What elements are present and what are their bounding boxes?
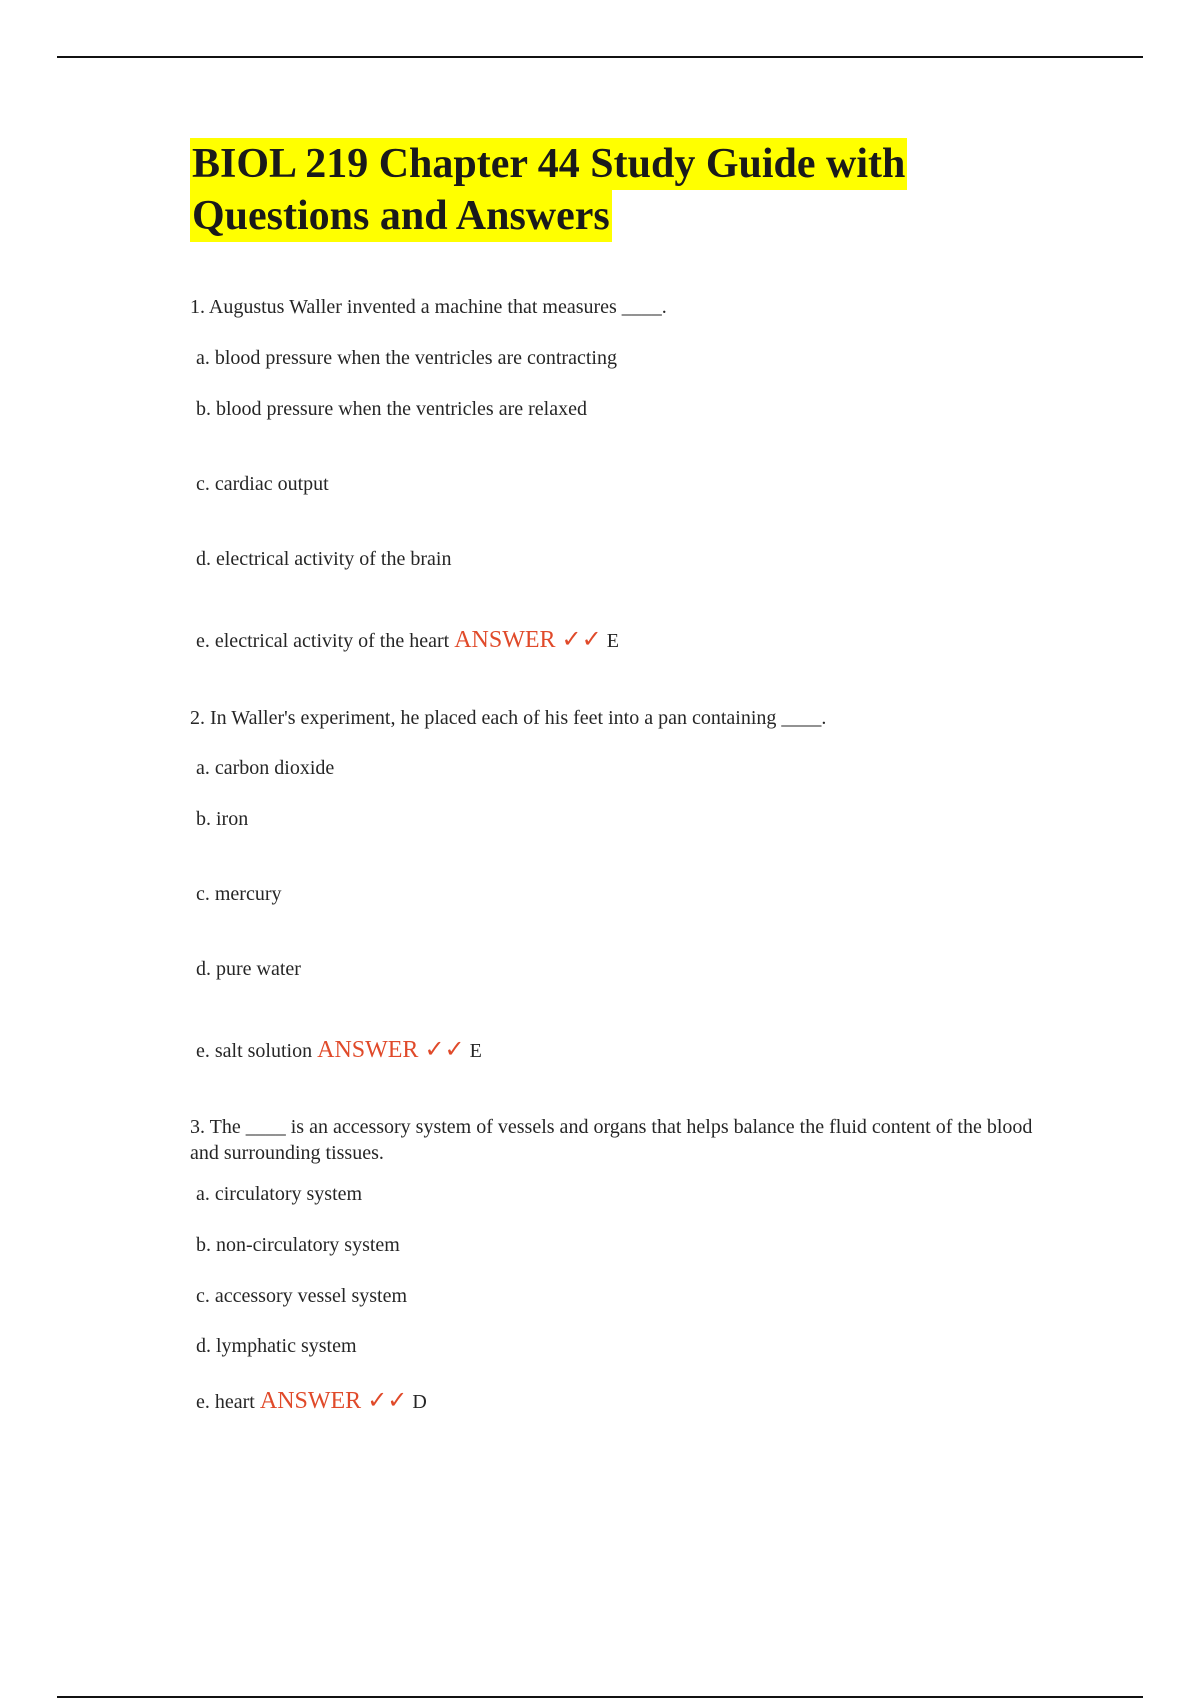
question-1-option-c: c. cardiac output [196,473,329,495]
question-1-option-e: e. electrical activity of the heart [196,630,450,652]
question-2-option-a: a. carbon dioxide [196,757,335,779]
question-1-option-a: a. blood pressure when the ventricles are contracting [196,347,617,369]
question-1-option-d: d. electrical activity of the brain [196,548,452,570]
question-3-option-a: a. circulatory system [196,1183,363,1205]
question-3-stem: 3. The ____ is an accessory system of vessels and organs that helps balance the fluid content of the blood and surrounding tissues. [190,1116,1033,1164]
answer-label: ANSWER ✓✓ [317,1037,465,1063]
question-1-option-b: b. blood pressure when the ventricles are relaxed [196,398,587,420]
question-3-option-e-row [196,1388,427,1415]
bottom-rule [57,1696,1143,1698]
question-2-option-b: b. iron [196,808,249,830]
document-title [190,138,907,242]
question-2-option-d: d. pure water [196,958,301,980]
question-2-option-c: c. mercury [196,883,282,905]
question-3-option-c: c. accessory vessel system [196,1285,408,1307]
question-2-option-e: e. salt solution [196,1040,313,1062]
top-rule [57,56,1143,58]
question-3-option-b: b. non-circulatory system [196,1234,400,1256]
question-1-answer: E [606,630,619,652]
question-2-option-e-row [196,1037,482,1064]
question-3-option-d: d. lymphatic system [196,1335,357,1357]
title-line-2: Questions and Answers [190,190,612,242]
question-1-stem: 1. Augustus Waller invented a machine that measures ____. [190,296,667,318]
question-2-answer: E [469,1040,482,1062]
title-line-1: BIOL 219 Chapter 44 Study Guide with [190,138,907,190]
answer-label: ANSWER ✓✓ [454,627,602,653]
question-3-answer: D [412,1391,427,1413]
answer-label: ANSWER ✓✓ [259,1388,408,1414]
question-1-option-e-row [196,627,619,654]
question-2-stem: 2. In Waller's experiment, he placed each of his feet into a pan containing ____. [190,707,827,729]
question-3-option-e: e. heart [196,1391,255,1413]
